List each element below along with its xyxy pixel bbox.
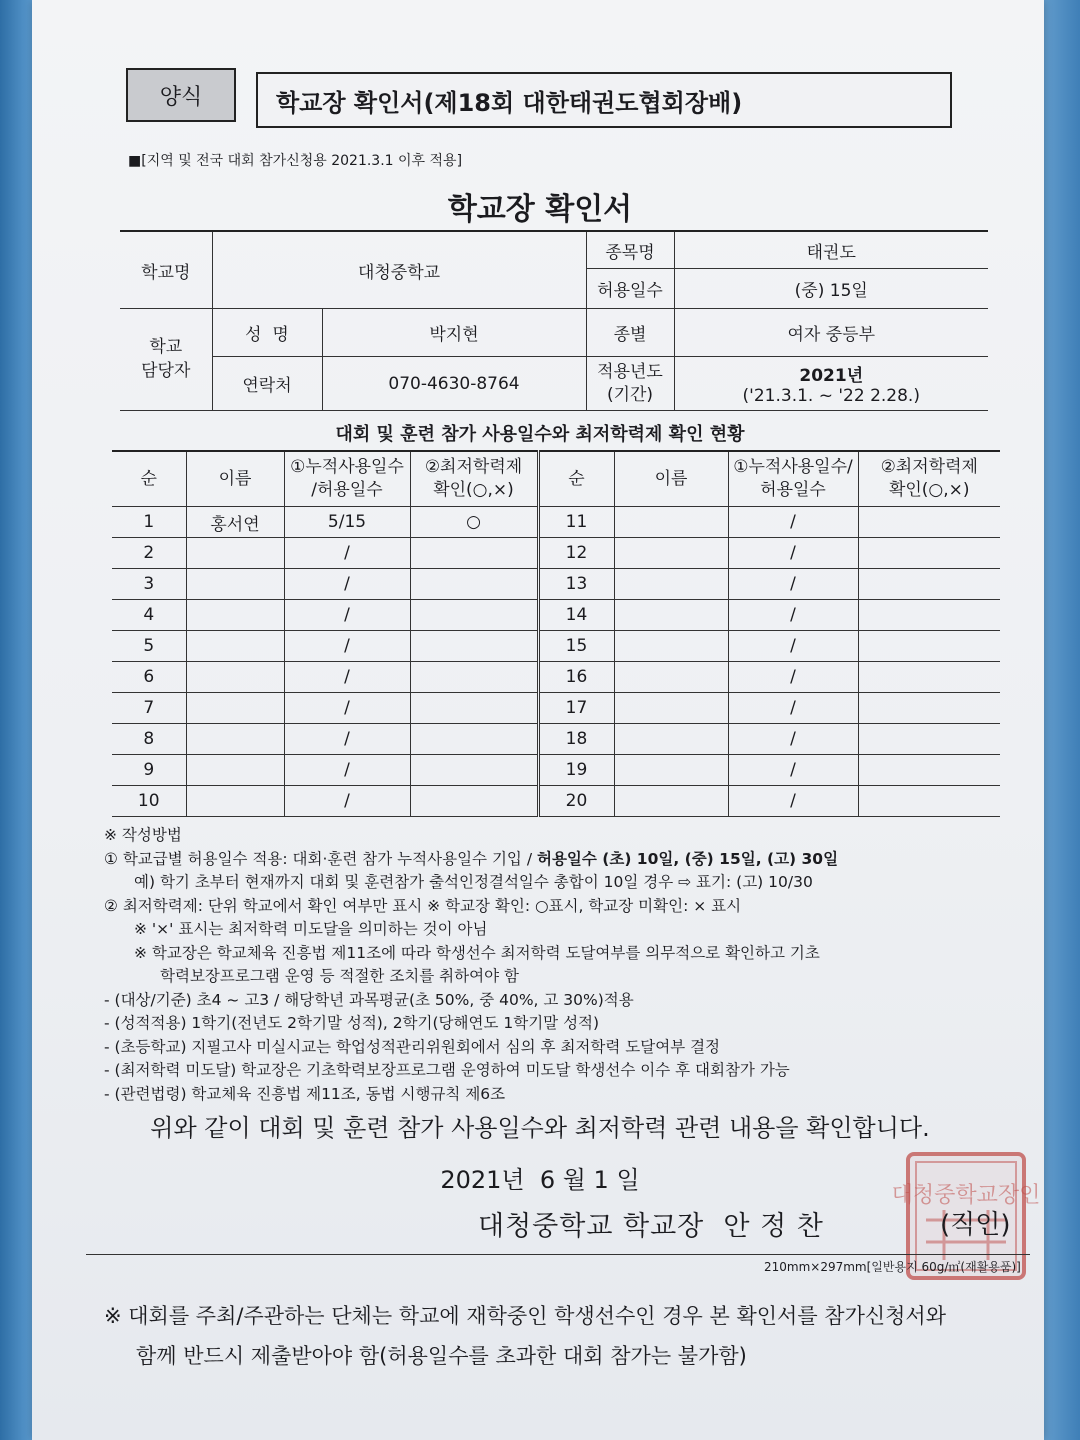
cell-left-no: 6 (112, 662, 186, 693)
header-no-right: 순 (538, 451, 614, 507)
cell-right-no: 15 (538, 631, 614, 662)
note-bullet-3: - (초등학교) 지필고사 미실시교는 학업성적관리위원회에서 심의 후 최저학력 도달여부 결정 (104, 1037, 721, 1056)
cell-right-check (858, 693, 1000, 724)
cell-left-name (186, 724, 284, 755)
cell-right-days: / (728, 786, 858, 817)
cell-right-no: 18 (538, 724, 614, 755)
cell-right-no: 19 (538, 755, 614, 786)
cell-left-name (186, 569, 284, 600)
table-row (112, 507, 1000, 538)
table-row (112, 569, 1000, 600)
cell-left-days: / (284, 724, 410, 755)
form-label-badge: 양식 (126, 68, 236, 122)
cell-right-no: 17 (538, 693, 614, 724)
seal-label: (직인) (940, 1210, 1011, 1240)
school-label: 학교명 (120, 231, 212, 309)
cell-left-check: ○ (410, 507, 538, 538)
cell-right-days: / (728, 755, 858, 786)
confirmation-statement: 위와 같이 대회 및 훈련 참가 사용일수와 최저학력 관련 내용을 확인합니다. (150, 1114, 930, 1142)
footer-line-2: 함께 반드시 제출받아야 함(허용일수를 초과한 대회 참가는 불가함) (136, 1344, 747, 1368)
period-value: ('21.3.1. ~ '22 2.28.) (742, 386, 920, 406)
cell-right-name (614, 631, 728, 662)
cell-left-days: / (284, 755, 410, 786)
division-label: 종별 (586, 309, 674, 357)
cell-right-name (614, 600, 728, 631)
cell-right-no: 14 (538, 600, 614, 631)
cell-right-name (614, 724, 728, 755)
table-row (112, 786, 1000, 817)
cell-right-no: 11 (538, 507, 614, 538)
header-name-right: 이름 (614, 451, 728, 507)
cell-left-check (410, 631, 538, 662)
cell-right-check (858, 724, 1000, 755)
cell-right-name (614, 786, 728, 817)
cell-left-days: / (284, 693, 410, 724)
cell-right-days: / (728, 631, 858, 662)
cell-left-check (410, 786, 538, 817)
table-row (112, 631, 1000, 662)
table-row (112, 538, 1000, 569)
cell-right-no: 12 (538, 538, 614, 569)
cell-left-check (410, 662, 538, 693)
note-bullet-5: - (관련법령) 학교체육 진흥법 제11조, 동법 시행규칙 제6조 (104, 1084, 506, 1103)
year-value: 2021년 (799, 366, 864, 386)
table-row (112, 693, 1000, 724)
cell-right-name (614, 507, 728, 538)
applicability-note: ■[지역 및 전국 대회 참가신청용 2021.3.1 이후 적용] (128, 153, 463, 169)
header-cumulative-right: ①누적사용일수/ 허용일수 (728, 451, 858, 507)
note-item-2-sub2a: ※ 학교장은 학교체육 진흥법 제11조에 따라 학생선수 최저학력 도달여부를 의무적으로 확인하고 기초 (134, 943, 820, 962)
cell-right-check (858, 631, 1000, 662)
confirmation-date: 2021년 6 월 1 일 (440, 1166, 640, 1194)
header-no: 순 (112, 451, 186, 507)
note-item-2-sub2b: 학력보장프로그램 운영 등 적절한 조치를 취하여야 함 (160, 967, 519, 985)
cell-right-name (614, 569, 728, 600)
cell-right-check (858, 538, 1000, 569)
cell-right-days: / (728, 538, 858, 569)
cell-left-check (410, 693, 538, 724)
cell-left-no: 4 (112, 600, 186, 631)
note-item-1-example: 예) 학기 초부터 현재까지 대회 및 훈련참가 출석인정결석일수 총합이 10일 경우 ⇨ 표기: (고) 10/30 (134, 873, 813, 891)
table-row (112, 600, 1000, 631)
cell-right-days: / (728, 724, 858, 755)
cell-left-no: 2 (112, 538, 186, 569)
header-cumulative: ①누적사용일수 /허용일수 (284, 451, 410, 507)
cell-left-no: 3 (112, 569, 186, 600)
header-min-academic-right: ②최저학력제 확인(○,×) (858, 451, 1000, 507)
cell-left-name (186, 786, 284, 817)
cell-right-days: / (728, 507, 858, 538)
note-item-1 (104, 848, 1024, 872)
cell-right-days: / (728, 693, 858, 724)
cell-left-name (186, 662, 284, 693)
header-min-academic: ②최저학력제 확인(○,×) (410, 451, 538, 507)
cell-left-name (186, 755, 284, 786)
doc-heading: 학교장 확인서(제18회 대한태권도협회장배) (256, 72, 952, 128)
contact-label: 연락처 (212, 357, 322, 411)
cell-right-name (614, 693, 728, 724)
cell-right-check (858, 755, 1000, 786)
cell-right-check (858, 507, 1000, 538)
cell-left-no: 9 (112, 755, 186, 786)
header-name: 이름 (186, 451, 284, 507)
note-bullet-2: - (성적적용) 1학기(전년도 2학기말 성적), 2학기(당해연도 1학기말 성적) (104, 1014, 600, 1032)
cell-right-no: 20 (538, 786, 614, 817)
cell-left-no: 10 (112, 786, 186, 817)
cell-left-check (410, 724, 538, 755)
cell-right-check (858, 786, 1000, 817)
paper-spec: 210mm×297mm[일반용지 60g/㎡(재활용품)] (764, 1260, 1021, 1274)
allowed-days-value: (중) 15일 (674, 269, 988, 309)
cell-right-check (858, 662, 1000, 693)
signer-name: 대청중학교 학교장 안 정 찬 (478, 1211, 824, 1242)
table-row (112, 724, 1000, 755)
cell-right-days: / (728, 600, 858, 631)
cell-left-no: 1 (112, 507, 186, 538)
table-row (112, 755, 1000, 786)
cell-left-name: 홍서연 (186, 507, 284, 538)
cell-left-days: / (284, 600, 410, 631)
division-value: 여자 중등부 (674, 309, 988, 357)
table-row (112, 662, 1000, 693)
footer-note (104, 1296, 1024, 1376)
school-value: 대청중학교 (212, 231, 586, 309)
info-table (120, 230, 988, 411)
cell-left-name (186, 631, 284, 662)
cell-left-check (410, 569, 538, 600)
cell-right-no: 16 (538, 662, 614, 693)
note-item-1-text: ① 학교급별 허용일수 적용: 대회·훈련 참가 누적사용일수 기입 / (104, 849, 537, 868)
name-label: 성 명 (212, 309, 322, 357)
cell-right-name (614, 662, 728, 693)
cell-right-check (858, 600, 1000, 631)
cell-left-days: / (284, 786, 410, 817)
section-title: 대회 및 훈련 참가 사용일수와 최저학력제 확인 현황 (335, 424, 745, 445)
cell-left-no: 8 (112, 724, 186, 755)
year-label: 적용년도 (기간) (586, 357, 674, 411)
writing-instructions (104, 824, 1024, 1106)
cell-left-name (186, 538, 284, 569)
event-label: 종목명 (586, 231, 674, 269)
cell-right-days: / (728, 569, 858, 600)
manager-label: 학교 담당자 (120, 309, 212, 411)
note-item-1-bold: 허용일수 (초) 10일, (중) 15일, (고) 30일 (536, 849, 839, 868)
contact-value: 070-4630-8764 (322, 357, 586, 411)
cell-left-days: / (284, 569, 410, 600)
cell-right-no: 13 (538, 569, 614, 600)
cell-right-name (614, 538, 728, 569)
note-item-2-sub1: ※ '×' 표시는 최저학력 미도달을 의미하는 것이 아님 (134, 920, 488, 938)
cell-left-days: / (284, 631, 410, 662)
cell-left-check (410, 538, 538, 569)
cell-left-check (410, 600, 538, 631)
cell-left-name (186, 693, 284, 724)
cell-right-check (858, 569, 1000, 600)
cell-right-name (614, 755, 728, 786)
note-item-2: ② 최저학력제: 단위 학교에서 확인 여부만 표시 ※ 학교장 확인: ○표시, 학교장 미확인: × 표시 (104, 896, 742, 915)
page-title: 학교장 확인서 (447, 192, 633, 227)
notes-heading: ※ 작성방법 (104, 826, 182, 844)
cell-left-days: / (284, 662, 410, 693)
year-cell (674, 357, 988, 411)
cell-left-check (410, 755, 538, 786)
note-bullet-1: - (대상/기준) 초4 ~ 고3 / 해당학년 과목평균(초 50%, 중 40%, 고 30%)적용 (104, 990, 634, 1009)
cell-left-days: 5/15 (284, 507, 410, 538)
cell-left-days: / (284, 538, 410, 569)
seal-text: 대청중학교장인 (891, 1183, 1041, 1208)
cell-left-no: 7 (112, 693, 186, 724)
divider (86, 1254, 1030, 1255)
allowed-days-label: 허용일수 (586, 269, 674, 309)
footer-line-1: ※ 대회를 주최/주관하는 단체는 학교에 재학중인 학생선수인 경우 본 확인서를 참가신청서와 (104, 1304, 947, 1328)
cell-right-days: / (728, 662, 858, 693)
note-bullet-4: - (최저학력 미도달) 학교장은 기초학력보장프로그램 운영하여 미도달 학생선수 이수 후 대회참가 가능 (104, 1061, 790, 1079)
cell-left-name (186, 600, 284, 631)
event-value: 태권도 (674, 231, 988, 269)
participation-table (112, 450, 1000, 817)
name-value: 박지현 (322, 309, 586, 357)
cell-left-no: 5 (112, 631, 186, 662)
